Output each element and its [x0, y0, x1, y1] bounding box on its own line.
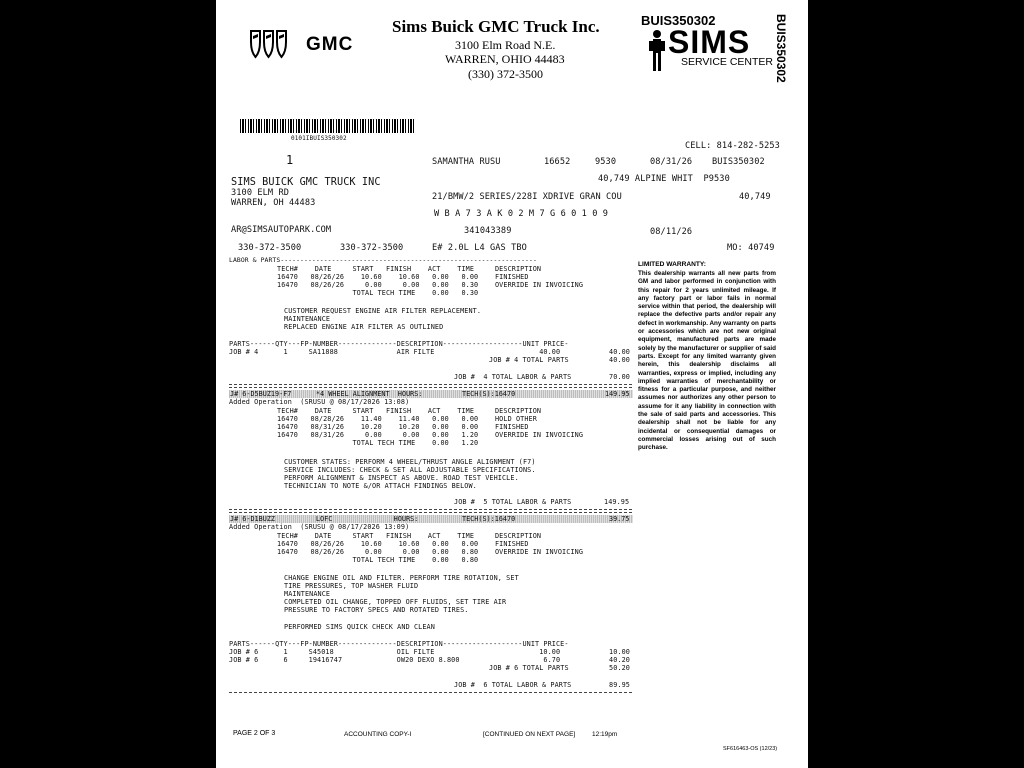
invoice-code-top: BUIS350302 — [641, 13, 716, 28]
dealer-address-line1: 3100 Elm Road N.E. — [455, 38, 556, 52]
sims-logo: SIMS — [668, 24, 751, 60]
invoice-date: 08/31/26 — [650, 157, 693, 167]
job4-parts-total-label: JOB # 4 TOTAL PARTS — [489, 356, 569, 364]
job4-tech-row: 16470 08/26/26 10.60 10.60 0.00 0.00 FINISHED — [277, 273, 529, 281]
job6-labor-total: 89.95 — [609, 681, 630, 689]
section-divider — [229, 384, 632, 385]
job6-note: COMPLETED OIL CHANGE, TOPPED OFF FLUIDS, SET TIRE AIR — [284, 598, 507, 606]
job4-note: CUSTOMER REQUEST ENGINE AIR FILTER REPLACEMENT. — [284, 307, 482, 315]
service-advisor: SAMANTHA RUSU — [432, 157, 501, 167]
job6-parts-header: PARTS------QTY---FP-NUMBER--------------DESCRIPTION-------------------UNIT PRICE- — [229, 640, 569, 648]
job6-band-tech: TECH(S):16470 — [462, 515, 516, 523]
delivery-date: 08/11/26 — [650, 227, 693, 237]
warranty-title: LIMITED WARRANTY: — [638, 261, 707, 268]
invoice-code-side: BUIS350302 — [774, 14, 788, 83]
job6-parts-total: 50.20 — [609, 664, 630, 672]
invoice-number: BUIS350302 — [712, 157, 765, 167]
job6-band-amount: 39.75 — [609, 515, 630, 523]
customer-street: 3100 ELM RD — [231, 188, 290, 198]
dealer-name: Sims Buick GMC Truck Inc. — [392, 17, 600, 36]
page-marker: 1 — [286, 153, 294, 167]
advisor-number: 16652 — [544, 157, 571, 167]
job6-note: PERFORMED SIMS QUICK CHECK AND CLEAN — [284, 623, 435, 631]
mechanic-icon — [646, 28, 668, 74]
invoice-barcode — [240, 119, 414, 133]
job5-tech-total: TOTAL TECH TIME 0.00 1.20 — [277, 439, 479, 447]
job6-part-row: JOB # 6 1 S45018 OIL FILTE 10.00 — [229, 648, 561, 656]
customer-phone-business: 330-372-3500 — [340, 243, 404, 253]
job6-note: PRESSURE TO FACTORY SPECS AND ROTATED TIRES. — [284, 606, 469, 614]
section-divider — [229, 692, 632, 693]
mo-number: MO: 40749 — [727, 243, 775, 253]
tag-number: 9530 — [595, 157, 617, 167]
job6-note: TIRE PRESSURES, TOP WASHER FLUID — [284, 582, 419, 590]
job5-note: PERFORM ALIGNMENT & INSPECT AS ABOVE. ROAD TEST VEHICLE. — [284, 474, 519, 482]
customer-name: SIMS BUICK GMC TRUCK INC — [231, 177, 381, 188]
section-divider — [229, 387, 632, 388]
section-divider — [229, 509, 632, 510]
invoice-page — [216, 0, 808, 768]
job6-labor-total-label: JOB # 6 TOTAL LABOR & PARTS — [454, 681, 572, 689]
job4-note: MAINTENANCE — [284, 315, 331, 323]
job5-note: CUSTOMER STATES: PERFORM 4 WHEEL/THRUST ANGLE ALIGNMENT (F7) — [284, 458, 536, 466]
job6-tech-row: 16470 08/26/26 0.00 0.00 0.00 0.80 OVERRIDE IN INVOICING — [277, 548, 584, 556]
customer-phone-home: 330-372-3500 — [238, 243, 302, 253]
labor-parts-label: LABOR & PARTS----------------------------------------------------------------- — [229, 256, 537, 264]
job5-tech-row: 16470 08/31/26 10.20 10.20 0.00 0.00 FINISHED — [277, 423, 529, 431]
job6-tech-total: TOTAL TECH TIME 0.00 0.80 — [277, 556, 479, 564]
job4-parts-header: PARTS------QTY---FP-NUMBER--------------DESCRIPTION-------------------UNIT PRICE- — [229, 340, 569, 348]
job6-added-op: Added Operation (SRUSU @ 08/17/2026 13:09) — [229, 523, 410, 531]
vin: W B A 7 3 A K 0 2 M 7 G 6 0 1 0 9 — [434, 209, 609, 219]
job4-labor-total: 70.00 — [609, 373, 630, 381]
job6-part-ext: 10.00 — [609, 648, 630, 656]
job4-labor-total-label: JOB # 4 TOTAL LABOR & PARTS — [454, 373, 572, 381]
job4-part-ext: 40.00 — [609, 348, 630, 356]
job5-note: SERVICE INCLUDES: CHECK & SET ALL ADJUSTABLE SPECIFICATIONS. — [284, 466, 536, 474]
cell-phone: CELL: 814-282-5253 — [685, 141, 780, 151]
job5-tech-row: 16470 08/28/26 11.40 11.40 0.00 0.00 HOLD OTHER — [277, 415, 537, 423]
print-time: 12:19pm — [592, 731, 618, 738]
form-number: SF616463-OS (12/23) — [723, 746, 778, 752]
job5-added-op: Added Operation (SRUSU @ 08/17/2026 13:08) — [229, 398, 410, 406]
job6-parts-total-label: JOB # 6 TOTAL PARTS — [489, 664, 569, 672]
engine-info: E# 2.0L L4 GAS TBO — [432, 243, 527, 253]
job5-note: TECHNICIAN TO NOTE &/OR ATTACH FINDINGS BELOW. — [284, 482, 477, 490]
job4-note: REPLACED ENGINE AIR FILTER AS OUTLINED — [284, 323, 444, 331]
page-number: PAGE 2 OF 3 — [233, 730, 276, 737]
job6-part-row: JOB # 6 6 19416747 OW20 DEXO 8.800 6.70 — [229, 656, 561, 664]
job4-part-row: JOB # 4 1 SA11888 AIR FILTE 40.00 — [229, 348, 561, 356]
dealer-address-line2: WARREN, OHIO 44483 — [445, 52, 565, 66]
customer-email: AR@SIMSAUTOPARK.COM — [231, 225, 332, 235]
job6-band-title: J# 6-D1BUZZ LOFC HOURS: — [230, 515, 419, 523]
job6-note: MAINTENANCE — [284, 590, 331, 598]
job5-tech-row: 16470 08/31/26 0.00 0.00 0.00 1.20 OVERRIDE IN INVOICING — [277, 431, 584, 439]
barcode-text: 0101IBUIS350302 — [291, 135, 347, 142]
job4-tech-total: TOTAL TECH TIME 0.00 0.30 — [277, 289, 479, 297]
job5-band-title: J# 6-D5BUZ19-F7 *4 WHEEL ALIGNMENT HOURS: — [230, 390, 423, 398]
job6-part-ext: 40.20 — [609, 656, 630, 664]
job5-labor-total: 149.95 — [604, 498, 630, 506]
copy-type: ACCOUNTING COPY-I — [344, 731, 412, 738]
job4-tech-header: TECH# DATE START FINISH ACT TIME DESCRIPTION — [277, 265, 542, 273]
job6-note: CHANGE ENGINE OIL AND FILTER. PERFORM TIRE ROTATION, SET — [284, 574, 519, 582]
mileage-color: 40,749 ALPINE WHIT P9530 — [598, 174, 730, 184]
job5-band-tech: TECH(S):16470 — [462, 390, 516, 398]
buick-logo — [249, 28, 289, 60]
continued-note: [CONTINUED ON NEXT PAGE] — [483, 731, 576, 738]
service-center-label: SERVICE CENTER — [681, 56, 773, 68]
job4-parts-total: 40.00 — [609, 356, 630, 364]
customer-city: WARREN, OH 44483 — [231, 198, 316, 208]
job5-band-amount: 149.95 — [605, 390, 630, 398]
vehicle-description: 21/BMW/2 SERIES/228I XDRIVE GRAN COU — [432, 192, 622, 202]
job6-tech-header: TECH# DATE START FINISH ACT TIME DESCRIPTION — [277, 532, 542, 540]
stock-number: 341043389 — [464, 226, 512, 236]
job4-tech-row: 16470 08/26/26 0.00 0.00 0.00 0.30 OVERRIDE IN INVOICING — [277, 281, 584, 289]
gmc-logo: GMC — [306, 34, 354, 55]
job5-labor-total-label: JOB # 5 TOTAL LABOR & PARTS — [454, 498, 572, 506]
job5-tech-header: TECH# DATE START FINISH ACT TIME DESCRIPTION — [277, 407, 542, 415]
mileage-out: 40,749 — [739, 192, 771, 202]
section-divider — [229, 512, 632, 513]
warranty-text: This dealership warrants all new parts from GM and labor performed in conjunction with this repair for 2 years unlimited mileage. If any factory part or labor fails in normal service within that period, the dealership will replace the defective parts and/or repair any defect in workmanship. Any warranty on parts or accessories which are not new original equipment, manufactured parts are made solely by the manufacturer or supplier of said parts. Except for any limited warranty given herein, this dealership disclaims all warranties, express or implied, including any implied warranties of merchantability or fitness for a particular purpose, and neither assumes nor authorizes any other person to assume for it any liability in connection with the sale of said parts and accessories. This dealership shall not be liable for any incidental or consequential damages or commercial losses arising out of such purchase. — [638, 270, 776, 452]
job6-tech-row: 16470 08/26/26 10.60 10.60 0.00 0.00 FINISHED — [277, 540, 529, 548]
dealer-phone: (330) 372-3500 — [468, 67, 543, 81]
